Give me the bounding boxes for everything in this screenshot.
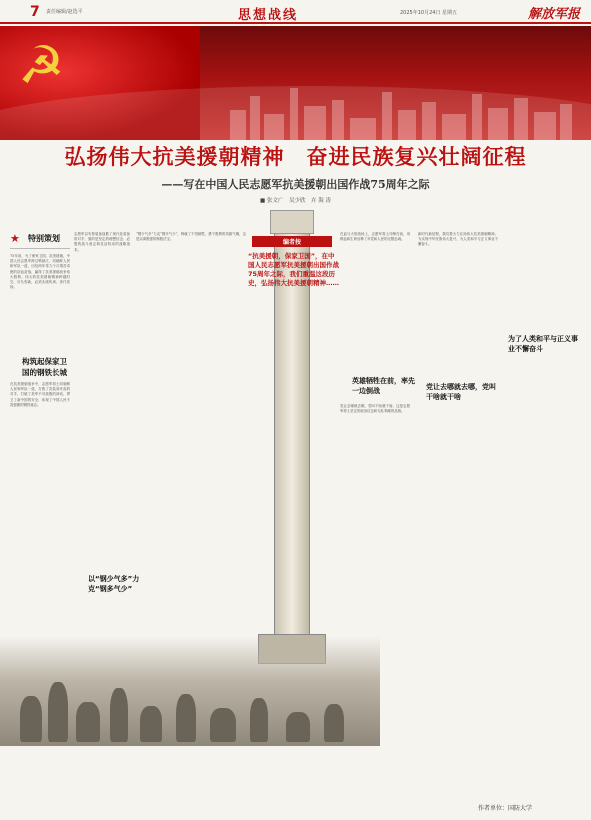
article-byline: ■ 张文广 吴少欣 卉 海 涛 xyxy=(260,198,331,204)
editor-line: 责任编辑/赵选平 xyxy=(46,9,83,15)
column-text-2: 在抗美援朝战争中，志愿军将士同朝鲜人民和军队一道，打败了武装到牙齿的对手，打破了美军不可战胜的神话，捍卫了新中国的安全，体现了中国人民不畏强暴的钢铁意志。 xyxy=(10,382,70,407)
pull-quote-title: 编者按 xyxy=(252,236,332,247)
subhead-5: 为了人类和平与正义事业不懈奋斗 xyxy=(508,335,578,353)
section-title: 思想战线 xyxy=(238,8,299,23)
article-headline: 弘扬伟大抗美援朝精神 奋进民族复兴壮阔征程 xyxy=(64,145,527,169)
divider xyxy=(10,248,70,249)
article-subtitle: ——写在中国人民志愿军抗美援朝出国作战75周年之际 xyxy=(161,178,430,191)
column-text-6: 党让去哪就去哪，党叫干啥就干啥，这是志愿军将士坚定的政治信念和无私奉献的品格。 xyxy=(340,404,410,414)
date-line: 2025年10月24日 星期五 xyxy=(400,10,458,16)
page-number: 7 xyxy=(30,4,40,20)
star-icon: ★ xyxy=(10,232,20,245)
subhead-3: 英雄牺牲在前，率先一边倒战 xyxy=(352,377,415,395)
hammer-sickle-icon: ☭ xyxy=(18,36,65,96)
column-text-7: 新时代新征程，我们要大力弘扬伟大抗美援朝精神，为实现中华民族伟大复兴、为人类和平与正义事业不懈奋斗。 xyxy=(418,232,498,247)
battle-scene-image xyxy=(0,636,380,746)
page-header xyxy=(0,0,591,24)
banner-image xyxy=(0,26,591,140)
author-tag: 作者单位：国防大学 xyxy=(478,805,533,812)
subhead-2: 以“钢少气多”力克“钢多气少” xyxy=(88,575,140,593)
column-text-4: “钢少气多”力克“钢多气少”，铸就了不怕牺牲、勇于胜利的英雄气概，这是以弱胜强的制胜法宝。 xyxy=(136,232,246,242)
column-text-3: 志愿军以劣势装备战胜了现代化装备的对手，靠的是坚定的理想信念、必胜的战斗意志和灵活机动的战略战术。 xyxy=(74,232,130,252)
masthead: 解放军报 xyxy=(528,7,581,22)
column-text-5: 在血与火的战场上，志愿军将士冲锋在前，用鲜血和生命诠释了对党和人民的无限忠诚。 xyxy=(340,232,410,242)
subhead-1: 构筑起保家卫国的钢铁长城 xyxy=(22,357,67,377)
pull-quote-text: “抗美援朝，保家卫国”，在中国人民志愿军抗美援朝出国作战75周年之际，我们重温这段历史，弘扬伟大抗美援朝精神…… xyxy=(248,252,339,287)
topic-tag xyxy=(10,232,70,244)
topic-tag-label: 特别策划 xyxy=(28,234,60,243)
subhead-4: 党让去哪就去哪，党叫干啥就干啥 xyxy=(426,383,496,401)
city-skyline xyxy=(220,86,580,140)
column-text-1: 75年前，为了保家卫国、抗美援朝，中国人民志愿军跨过鸭绿江，同朝鲜人民和军队一道，历经两年零九个月艰苦卓绝的浴血奋战，赢得了抗美援朝战争伟大胜利。伟大的抗美援朝精神跨越时空，历久弥新，必须永续传承、世代发扬。 xyxy=(10,254,70,290)
